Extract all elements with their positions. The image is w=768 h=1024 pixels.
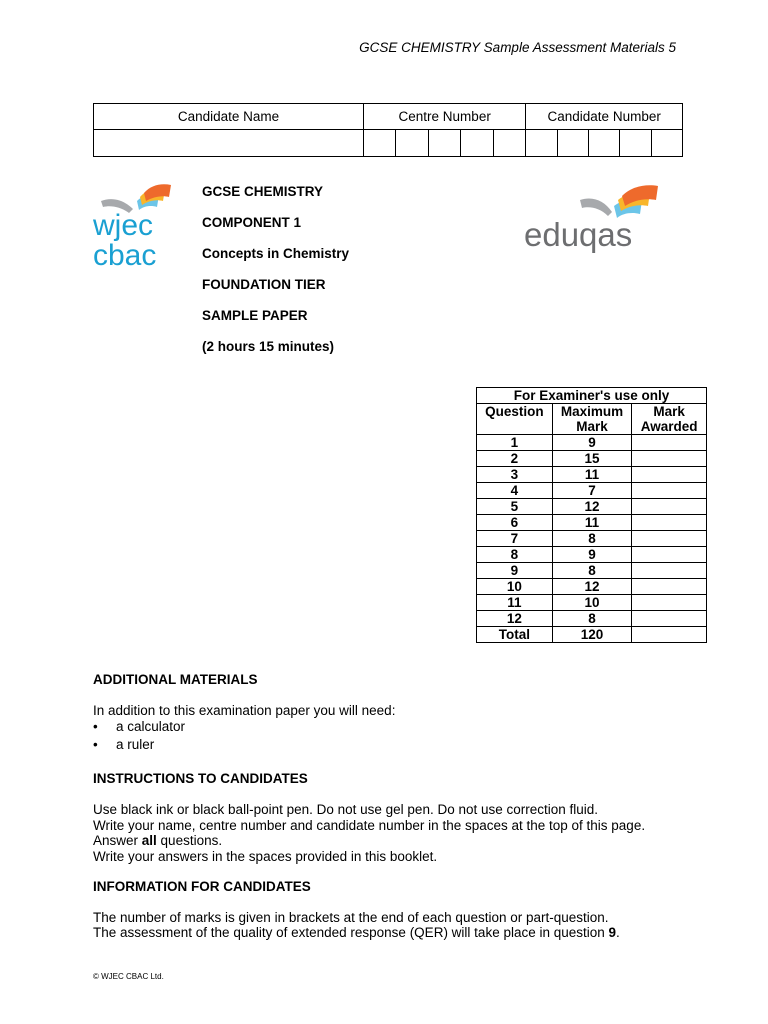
subject: GCSE CHEMISTRY (202, 184, 324, 199)
candidate-number-digit[interactable] (557, 130, 588, 157)
question-number: 2 (477, 451, 553, 467)
instruction-line: Use black ink or black ball-point pen. Do not use gel pen. Do not use correction fluid. (93, 802, 599, 817)
instruction-line: Write your name, centre number and candidate number in the spaces at the top of this page. (93, 818, 646, 833)
instruction-text: Answer (93, 833, 142, 848)
section-title: INSTRUCTIONS TO CANDIDATES (93, 771, 308, 786)
table-row (477, 579, 707, 595)
table-row (477, 531, 707, 547)
max-mark: 10 (552, 595, 632, 611)
list-item: • a ruler (93, 736, 395, 754)
max-mark: 9 (552, 547, 632, 563)
table-row (477, 515, 707, 531)
mark-awarded-cell[interactable] (632, 451, 707, 467)
candidate-details-table (93, 103, 683, 157)
information-text: The assessment of the quality of extended response (QER) will take place in question (93, 925, 609, 940)
mark-awarded-cell[interactable] (632, 547, 707, 563)
question-number: 3 (477, 467, 553, 483)
wjec-cbac-logo (93, 183, 177, 269)
mark-awarded-cell[interactable] (632, 515, 707, 531)
additional-materials-section (93, 672, 395, 754)
instruction-line (93, 833, 645, 848)
mark-awarded-cell[interactable] (632, 531, 707, 547)
max-mark: 8 (552, 611, 632, 627)
candidate-number-digit[interactable] (620, 130, 651, 157)
total-row (477, 627, 707, 643)
mark-awarded-cell[interactable] (632, 563, 707, 579)
wjec-text: wjec (93, 209, 154, 242)
table-row (477, 611, 707, 627)
question-number: 5 (477, 499, 553, 515)
table-row (477, 467, 707, 483)
max-mark: 9 (552, 435, 632, 451)
component: COMPONENT 1 (202, 215, 302, 230)
candidate-number-label: Candidate Number (526, 104, 683, 130)
candidate-number-digit[interactable] (651, 130, 682, 157)
total-value: 120 (552, 627, 632, 643)
mark-awarded-header-line1: Mark (653, 404, 685, 419)
table-row (477, 547, 707, 563)
eduqas-logo (522, 184, 678, 258)
section-title: INFORMATION FOR CANDIDATES (93, 879, 311, 894)
max-mark: 12 (552, 499, 632, 515)
question-number: 10 (477, 579, 553, 595)
mark-awarded-cell[interactable] (632, 483, 707, 499)
information-line: The number of marks is given in brackets at the end of each question or part-question. (93, 910, 609, 925)
table-row (477, 451, 707, 467)
question-number: 1 (477, 435, 553, 451)
centre-number-digit[interactable] (493, 130, 526, 157)
question-number: 8 (477, 547, 553, 563)
information-line (93, 925, 620, 940)
candidate-number-digit[interactable] (526, 130, 557, 157)
mark-awarded-cell[interactable] (632, 579, 707, 595)
max-mark: 7 (552, 483, 632, 499)
centre-number-digit[interactable] (428, 130, 460, 157)
book-icon (580, 185, 658, 218)
mark-awarded-header-line2: Awarded (640, 419, 698, 434)
max-mark: 12 (552, 579, 632, 595)
instruction-text: questions. (156, 833, 223, 848)
question-number: 12 (477, 611, 553, 627)
max-mark: 15 (552, 451, 632, 467)
instruction-emphasis: all (141, 833, 157, 848)
max-mark: 8 (552, 531, 632, 547)
eduqas-text: eduqas (524, 216, 633, 253)
examiner-table-caption: For Examiner's use only (477, 388, 707, 404)
instructions-section (93, 771, 645, 864)
question-number: 4 (477, 483, 553, 499)
tier: FOUNDATION TIER (202, 277, 326, 292)
table-row (477, 595, 707, 611)
paper-type: SAMPLE PAPER (202, 308, 308, 323)
maximum-mark-header-line2: Mark (576, 419, 608, 434)
total-label: Total (477, 627, 553, 643)
running-header: GCSE CHEMISTRY Sample Assessment Materials 5 (359, 40, 676, 55)
centre-number-label: Centre Number (364, 104, 526, 130)
question-number: 11 (477, 595, 553, 611)
mark-awarded-cell[interactable] (632, 467, 707, 483)
table-row (477, 435, 707, 451)
centre-number-digit[interactable] (364, 130, 396, 157)
question-number: 6 (477, 515, 553, 531)
candidate-name-label: Candidate Name (94, 104, 364, 130)
question-number: 7 (477, 531, 553, 547)
examiner-use-table (476, 387, 707, 643)
mark-awarded-cell[interactable] (632, 595, 707, 611)
materials-list (93, 718, 395, 754)
maximum-mark-header-line1: Maximum (560, 404, 624, 419)
candidate-number-digit[interactable] (588, 130, 619, 157)
component-title: Concepts in Chemistry (202, 246, 350, 261)
table-row (477, 483, 707, 499)
mark-awarded-cell[interactable] (632, 611, 707, 627)
maximum-mark-header (552, 404, 632, 435)
total-awarded-cell[interactable] (632, 627, 707, 643)
section-title: ADDITIONAL MATERIALS (93, 672, 258, 687)
list-item: • a calculator (93, 718, 395, 736)
instruction-line: Write your answers in the spaces provided in this booklet. (93, 849, 438, 864)
mark-awarded-cell[interactable] (632, 499, 707, 515)
information-section (93, 879, 620, 940)
paper-heading (202, 184, 349, 370)
question-header: Question (477, 404, 553, 435)
copyright-footer: © WJEC CBAC Ltd. (93, 972, 164, 981)
table-row (477, 499, 707, 515)
duration: (2 hours 15 minutes) (202, 339, 335, 354)
max-mark: 11 (552, 467, 632, 483)
cbac-text: cbac (93, 239, 157, 269)
candidate-name-field[interactable] (94, 130, 364, 157)
table-row (477, 563, 707, 579)
information-text: . (616, 925, 620, 940)
mark-awarded-cell[interactable] (632, 435, 707, 451)
max-mark: 11 (552, 515, 632, 531)
information-emphasis: 9 (608, 925, 617, 940)
question-number: 9 (477, 563, 553, 579)
additional-intro: In addition to this examination paper you will need: (93, 703, 396, 718)
centre-number-digit[interactable] (461, 130, 493, 157)
max-mark: 8 (552, 563, 632, 579)
centre-number-digit[interactable] (396, 130, 428, 157)
mark-awarded-header (632, 404, 707, 435)
